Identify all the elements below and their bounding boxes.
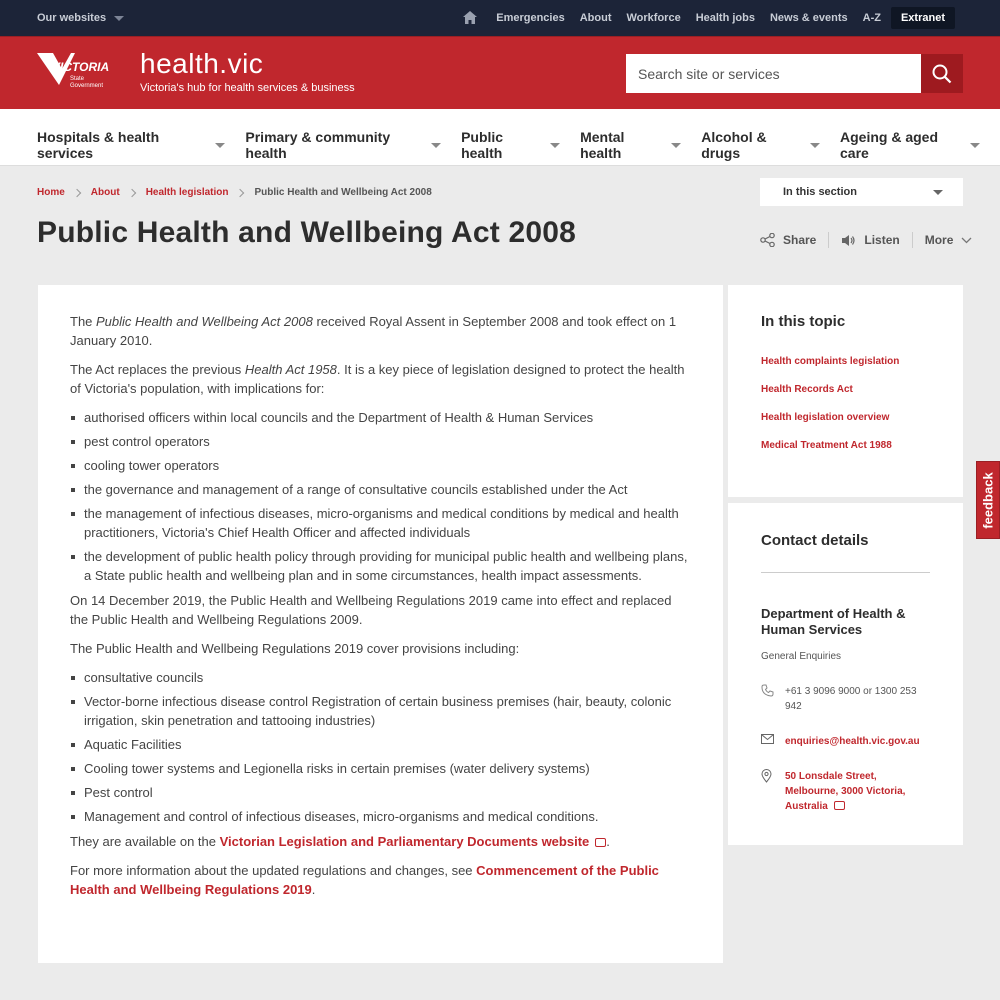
top-link-about[interactable]: About — [579, 12, 612, 24]
text: For more information about the updated regulations and changes, see — [70, 863, 477, 878]
chevron-down-icon — [970, 143, 980, 148]
nav-label: Public health — [461, 129, 504, 161]
list-item: the management of infectious diseases, micro-organisms and medical conditions by medical and health practitioners, Victoria's Chief Health Officer and affected individuals — [84, 504, 691, 542]
page-actions — [760, 232, 972, 248]
chevron-down-icon — [215, 143, 225, 148]
text: The Act replaces the previous — [70, 362, 245, 377]
our-websites-menu[interactable] — [37, 12, 124, 24]
list-item: Pest control — [84, 783, 691, 802]
share-button[interactable] — [760, 233, 816, 247]
contact-department: Department of Health & Human Services — [761, 606, 906, 637]
nav-label: Hospitals & health services — [37, 129, 160, 161]
feedback-tab[interactable] — [976, 461, 1000, 539]
top-link-emergencies[interactable]: Emergencies — [496, 12, 565, 24]
in-this-section-label: In this section — [783, 186, 857, 198]
list-item: Aquatic Facilities — [84, 735, 691, 754]
text: They are available on the — [70, 834, 220, 849]
share-icon — [760, 233, 775, 247]
top-bar — [0, 0, 1000, 36]
chevron-down-icon — [961, 237, 972, 244]
text: . It is a key piece of legislation designed to protect the health of Victoria's population, with implications for: — [70, 362, 685, 396]
chevron-right-icon — [73, 188, 81, 196]
victorian-legislation-link[interactable] — [220, 834, 607, 849]
commencement-link[interactable]: Commencement of the Public Health and Wellbeing Regulations 2019 — [70, 863, 659, 897]
nav-label: Alcohol & drugs — [701, 129, 767, 161]
search-input[interactable] — [626, 54, 921, 93]
more-button[interactable] — [925, 233, 973, 247]
text: . — [311, 882, 316, 897]
chevron-down-icon — [114, 16, 124, 21]
list-item: cooling tower operators — [84, 456, 691, 475]
chevron-down-icon — [671, 143, 681, 148]
replaces-paragraph — [70, 360, 691, 398]
svg-text:State: State — [70, 76, 85, 82]
contact-general-enquiries: General Enquiries — [761, 651, 842, 662]
listen-button[interactable] — [841, 233, 899, 247]
contact-details-panel — [728, 503, 963, 845]
list-item: Cooling tower systems and Legionella risks in certain premises (water delivery systems) — [84, 759, 691, 778]
nav-label: Ageing & aged care — [840, 129, 939, 161]
contact-phone-row — [761, 684, 930, 714]
nav-mental-health[interactable] — [580, 129, 681, 161]
intro-paragraph — [70, 312, 691, 350]
email-icon — [761, 734, 775, 749]
address-label: 50 Lonsdale Street, Melbourne, 3000 Victoria, Australia — [785, 771, 906, 812]
chevron-right-icon — [236, 188, 244, 196]
list-item: pest control operators — [84, 432, 691, 451]
provisions-list — [84, 668, 691, 826]
top-link-health-jobs[interactable]: Health jobs — [695, 12, 755, 24]
breadcrumb-home[interactable]: Home — [37, 187, 65, 198]
svg-text:VICTORIA: VICTORIA — [52, 60, 110, 74]
topic-link-health-complaints[interactable]: Health complaints legislation — [761, 356, 900, 367]
list-item: the development of public health policy through providing for municipal public health and wellbeing plans, a State public health and wellbeing plan and in some circumstances, health impact assessments. — [84, 547, 691, 585]
list-item: the governance and management of a range of consultative councils established under the Act — [84, 480, 691, 499]
site-header — [0, 36, 1000, 109]
share-label: Share — [783, 233, 817, 247]
topic-link-legislation-overview[interactable]: Health legislation overview — [761, 412, 890, 423]
available-paragraph — [70, 832, 691, 851]
search-button[interactable] — [921, 54, 963, 93]
chevron-down-icon — [933, 190, 943, 195]
divider — [761, 572, 930, 573]
svg-text:Government: Government — [70, 83, 104, 89]
nav-label: Mental health — [580, 129, 625, 161]
external-link-icon — [595, 838, 606, 847]
contact-email-row — [761, 734, 930, 749]
act-title: Public Health and Wellbeing Act 2008 — [96, 314, 313, 329]
main-content — [38, 285, 723, 963]
nav-public-health[interactable] — [461, 129, 560, 161]
site-brand[interactable] — [140, 49, 355, 94]
contact-phone[interactable]: +61 3 9096 9000 or 1300 253 942 — [785, 686, 917, 712]
divider — [912, 232, 913, 248]
search-icon — [932, 64, 952, 84]
contact-heading: Contact details — [761, 532, 869, 549]
provisions-paragraph: The Public Health and Wellbeing Regulations 2019 cover provisions including: — [70, 641, 520, 656]
external-link-icon — [834, 801, 845, 810]
extranet-button[interactable]: Extranet — [891, 7, 955, 29]
list-item: consultative councils — [84, 668, 691, 687]
in-this-topic-heading: In this topic — [761, 313, 846, 330]
victoria-government-logo[interactable] — [37, 51, 115, 91]
phone-icon — [761, 684, 775, 714]
location-pin-icon — [761, 769, 775, 814]
more-label: More — [924, 233, 954, 247]
breadcrumb-health-legislation[interactable]: Health legislation — [145, 187, 229, 198]
top-link-workforce[interactable]: Workforce — [626, 12, 681, 24]
site-name: health.vic — [140, 48, 264, 79]
implications-list — [84, 408, 691, 585]
home-icon[interactable] — [463, 11, 477, 25]
breadcrumb — [37, 187, 432, 198]
contact-email-link[interactable]: enquiries@health.vic.gov.au — [785, 736, 920, 747]
regulations-paragraph: On 14 December 2019, the Public Health and Wellbeing Regulations 2019 came into effect and replaced the Public Health and Wellbeing Regulations 2009. — [70, 593, 672, 627]
list-item: authorised officers within local councils and the Department of Health & Human Services — [84, 408, 691, 427]
search-form — [626, 54, 963, 93]
feedback-label: feedback — [980, 471, 996, 529]
main-nav — [0, 109, 1000, 166]
nav-hospitals[interactable] — [37, 129, 225, 161]
top-link-a-z[interactable]: A-Z — [862, 12, 881, 24]
list-item: Management and control of infectious diseases, micro-organisms and medical conditions. — [84, 807, 691, 826]
in-this-topic-panel — [728, 285, 963, 497]
chevron-down-icon — [431, 143, 441, 148]
top-nav — [463, 6, 955, 30]
nav-alcohol-drugs[interactable] — [701, 129, 820, 161]
site-tagline: Victoria's hub for health services & business — [140, 82, 355, 94]
chevron-down-icon — [810, 143, 820, 148]
chevron-right-icon — [127, 188, 135, 196]
breadcrumb-current: Public Health and Wellbeing Act 2008 — [254, 187, 432, 198]
nav-primary-community[interactable] — [245, 129, 441, 161]
listen-label: Listen — [864, 233, 900, 247]
link-label: Victorian Legislation and Parliamentary Documents website — [219, 834, 590, 849]
page-title: Public Health and Wellbeing Act 2008 — [37, 216, 576, 249]
topic-link-medical-treatment[interactable]: Medical Treatment Act 1988 — [761, 440, 892, 451]
list-item: Vector-borne infectious disease control Registration of certain business premises (hair, beauty, colonic irrigation, skin penetration and tattooing industries) — [84, 692, 691, 730]
in-this-section-dropdown[interactable] — [760, 178, 963, 206]
act-title: Health Act 1958 — [244, 362, 337, 377]
nav-ageing-aged-care[interactable] — [840, 129, 980, 161]
topic-link-health-records[interactable]: Health Records Act — [761, 384, 853, 395]
our-websites-label: Our websites — [37, 12, 107, 24]
speaker-icon — [841, 234, 856, 247]
contact-address-row — [761, 769, 930, 814]
divider — [828, 232, 829, 248]
more-info-paragraph — [70, 861, 691, 899]
text: The — [70, 314, 97, 329]
breadcrumb-about[interactable]: About — [90, 187, 120, 198]
nav-label: Primary & community health — [245, 129, 391, 161]
text: . — [606, 834, 610, 849]
top-link-news-events[interactable]: News & events — [769, 12, 848, 24]
contact-address-link[interactable] — [785, 769, 930, 814]
text: received Royal Assent in September 2008 and took effect on 1 January 2010. — [70, 314, 677, 348]
chevron-down-icon — [550, 143, 560, 148]
